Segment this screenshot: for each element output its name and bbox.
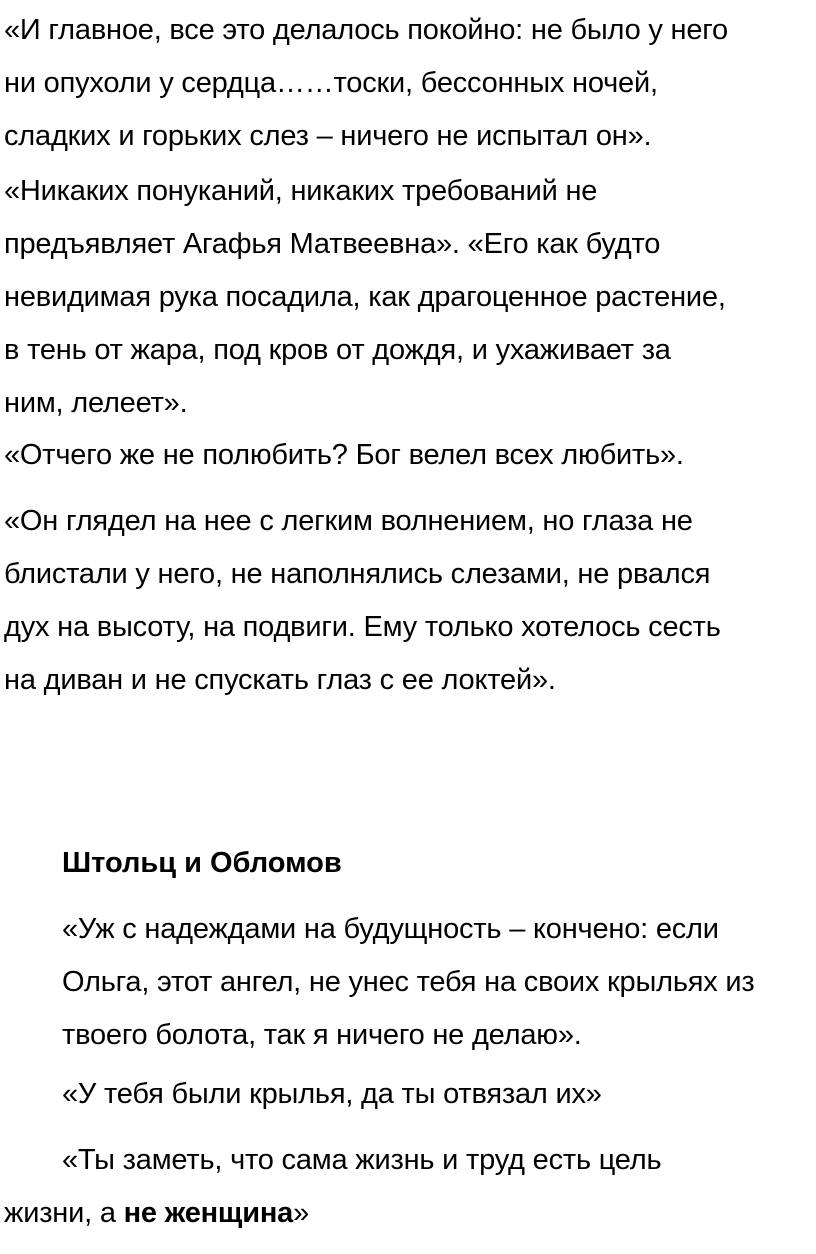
text-line: «Уж с надеждами на будущность – кончено: если [62,913,719,945]
text-line: «И главное, все это делалось покойно: не было у него [4,14,728,46]
text-line: дух на высоту, на подвиги. Ему только хотелось сесть [4,611,721,643]
text-line: «Он глядел на нее с легким волнением, но глаза не [4,505,693,537]
paragraph-life-goal [4,1134,661,1240]
text-line: сладких и горьких слез – ничего не испытал он». [4,120,652,152]
text-line: ним, лелеет». [4,387,188,419]
text-line: ни опухоли у сердца……тоски, бессонных ночей, [4,67,658,99]
text-line: Ольга, этот ангел, не унес тебя на своих крыльях из [62,966,755,998]
text-line: «Никаких понуканий, никаких требований не [4,175,598,207]
paragraph-love [4,429,684,482]
section-heading: Штольц и Обломов [62,847,342,879]
text-line: предъявляет Агафья Матвеевна». «Его как будто [4,228,661,260]
paragraph-hopes [4,903,754,1062]
paragraph-wings [4,1068,602,1121]
text-line [4,1187,661,1240]
emphasis-text: не женщина [123,1197,294,1229]
text-line: блистали у него, не наполнялись слезами, не рвался [4,558,711,590]
text-line: «Отчего же не полюбить? Бог велел всех любить». [4,439,684,471]
paragraph-calm-life [4,4,728,163]
text-line: твоего болота, так я ничего не делаю». [62,1019,582,1051]
paragraph-gaze [4,495,721,707]
paragraph-agafya [4,165,726,430]
text-line: «У тебя были крылья, да ты отвязал их» [62,1078,602,1110]
text-fragment: жизни, а [4,1197,124,1229]
text-line: в тень от жара, под кров от дождя, и ухаживает за [4,334,671,366]
text-fragment: » [293,1197,310,1229]
text-line: «Ты заметь, что сама жизнь и труд есть цель [62,1144,662,1176]
text-line: невидимая рука посадила, как драгоценное растение, [4,281,726,313]
text-line: на диван и не спускать глаз с ее локтей». [4,664,556,696]
